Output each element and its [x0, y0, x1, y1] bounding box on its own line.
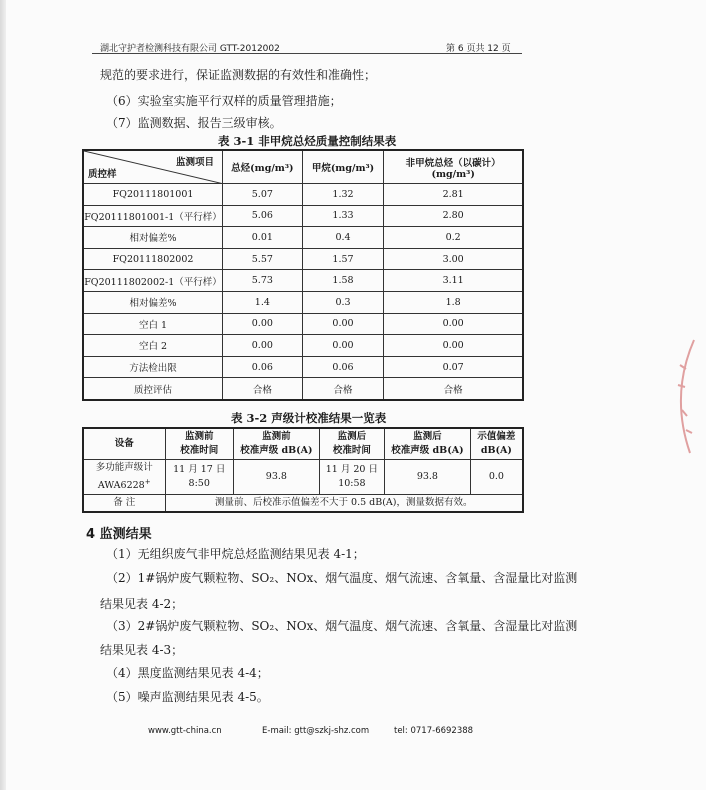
- table1-corner-cell: [83, 150, 223, 184]
- row-label: 方法检出限: [83, 356, 223, 378]
- table-row: [83, 184, 523, 206]
- intro-line-2: （6）实验室实施平行双样的质量管理措施；: [106, 94, 342, 108]
- section-4-title: 4 监测结果: [86, 527, 152, 542]
- table-cell: 合格: [384, 378, 523, 400]
- header-line: 校准时间: [332, 445, 371, 456]
- row-label: 质控评估: [83, 378, 223, 400]
- result-item-3: （3）2#锅炉废气颗粒物、SO₂、NOx、烟气温度、烟气流速、含氧量、含湿量比对监测: [106, 619, 578, 633]
- table-row: [83, 205, 523, 227]
- result-item-3-cont: 结果见表 4-3；: [100, 643, 184, 657]
- column-header-deviation: [470, 428, 523, 460]
- table-row: [83, 335, 523, 357]
- table-cell: 1.8: [384, 291, 523, 313]
- header-company: 湖北守护者检测科技有限公司 GTT-2012002: [100, 44, 280, 54]
- table-row: [83, 313, 523, 335]
- row-label: 相对偏差%: [83, 227, 223, 249]
- post-clock: 10:58: [338, 478, 366, 490]
- table-cell: 0.06: [223, 356, 303, 378]
- device-name: 多功能声级计: [95, 462, 153, 473]
- sound-calibration-table: [82, 427, 524, 513]
- table-cell: 0.00: [223, 313, 303, 335]
- table-cell: 5.06: [223, 205, 303, 227]
- header-line: 校准声级 dB(A): [240, 445, 313, 456]
- corner-label-item: 监测项目: [175, 157, 214, 168]
- table-cell: 1.58: [302, 270, 384, 292]
- column-header: 总烃(mg/m³): [223, 150, 303, 184]
- qc-results-table: [82, 149, 524, 401]
- device-model: AWA6228: [97, 480, 145, 492]
- column-header-device: 设备: [83, 428, 165, 460]
- table-cell: 3.11: [384, 270, 523, 292]
- result-item-2-cont: 结果见表 4-2；: [100, 597, 184, 611]
- header-line: 校准声级 dB(A): [391, 445, 464, 456]
- pre-clock: 8:50: [188, 478, 210, 490]
- table-cell: 合格: [223, 378, 303, 400]
- header-line: 监测前: [184, 431, 214, 442]
- table-row: [83, 291, 523, 313]
- table-row: [83, 460, 523, 495]
- post-time-cell: [319, 460, 384, 495]
- table-cell: 1.4: [223, 291, 303, 313]
- pre-date: 11 月 17 日: [173, 464, 226, 476]
- table-cell: 5.07: [223, 184, 303, 206]
- row-label: 空白 2: [83, 335, 223, 357]
- device-model-sup: +: [144, 478, 151, 486]
- table-cell: 1.57: [302, 248, 384, 270]
- table-row: [83, 227, 523, 249]
- row-label: FQ20111802002-1（平行样）: [83, 270, 223, 292]
- column-header-post-level: [385, 428, 471, 460]
- pre-level-cell: 93.8: [233, 460, 319, 495]
- table-cell: 0.2: [384, 227, 523, 249]
- header-line: 监测后: [413, 431, 442, 442]
- footer-tel: tel: 0717-6692388: [394, 726, 474, 736]
- footer-website: www.gtt-china.cn: [148, 726, 222, 736]
- post-level-cell: 93.8: [385, 460, 471, 495]
- table-cell: 0.3: [302, 291, 384, 313]
- table-header-row: [83, 150, 523, 184]
- intro-line-3: （7）监测数据、报告三级审核。: [106, 116, 282, 130]
- column-header-pre-level: [233, 428, 319, 460]
- header-page-info: 第 6 页共 12 页: [446, 44, 511, 54]
- table-cell: 1.32: [302, 184, 384, 206]
- table-row: [83, 270, 523, 292]
- table-cell: 2.80: [384, 205, 523, 227]
- table-cell: 5.73: [223, 270, 303, 292]
- table-cell: 2.81: [384, 184, 523, 206]
- table-cell: 5.57: [223, 248, 303, 270]
- row-label: 相对偏差%: [83, 291, 223, 313]
- table-header-row: [83, 428, 523, 460]
- table-cell: 0.01: [223, 227, 303, 249]
- row-label: FQ20111801001-1（平行样）: [83, 205, 223, 227]
- result-item-1: （1）无组织废气非甲烷总烃监测结果见表 4-1；: [106, 547, 365, 561]
- pre-time-cell: [165, 460, 233, 495]
- header-line: 示值偏差: [477, 431, 516, 442]
- table-cell: 合格: [302, 378, 384, 400]
- header-line: 监测前: [262, 431, 291, 442]
- corner-label-sample: 质控样: [88, 169, 117, 180]
- table2-caption: 表 3-2 声级计校准结果一览表: [231, 411, 387, 425]
- table-cell: 0.00: [302, 313, 384, 335]
- column-header-post-time: [319, 428, 384, 460]
- table-cell: 1.33: [302, 205, 384, 227]
- red-seal-stamp-fragment: [660, 335, 700, 455]
- table-row: [83, 356, 523, 378]
- row-label: 空白 1: [83, 313, 223, 335]
- table-row: [83, 248, 523, 270]
- device-cell: [83, 460, 165, 495]
- table-cell: 0.00: [384, 335, 523, 357]
- table-cell: 0.00: [302, 335, 384, 357]
- column-header: 非甲烷总烃（以碳计）(mg/m³): [384, 150, 523, 184]
- table-cell: 0.06: [302, 356, 384, 378]
- table1-caption: 表 3-1 非甲烷总烃质量控制结果表: [218, 134, 397, 148]
- header-rule: [92, 53, 522, 54]
- result-item-4: （4）黑度监测结果见表 4-4；: [106, 666, 269, 680]
- table-cell: 0.07: [384, 356, 523, 378]
- table-cell: 3.00: [384, 248, 523, 270]
- note-label: 备 注: [83, 495, 165, 513]
- table-cell: 0.00: [223, 335, 303, 357]
- header-line: 监测后: [337, 431, 367, 442]
- row-label: FQ20111802002: [83, 248, 223, 270]
- post-date: 11 月 20 日: [325, 464, 378, 476]
- footer-email: E-mail: gtt@szkj-shz.com: [262, 726, 370, 736]
- table-cell: 0.4: [302, 227, 384, 249]
- table-cell: 0.00: [384, 313, 523, 335]
- header-line: 校准时间: [180, 445, 219, 456]
- result-item-5: （5）噪声监测结果见表 4-5。: [106, 690, 269, 704]
- column-header-pre-time: [165, 428, 233, 460]
- table-row: [83, 378, 523, 400]
- row-label: FQ20111801001: [83, 184, 223, 206]
- column-header: 甲烷(mg/m³): [302, 150, 384, 184]
- note-text: 测量前、后校准示值偏差不大于 0.5 dB(A)，测量数据有效。: [165, 495, 523, 513]
- deviation-cell: 0.0: [470, 460, 523, 495]
- result-item-2: （2）1#锅炉废气颗粒物、SO₂、NOx、烟气温度、烟气流速、含氧量、含湿量比对监测: [106, 571, 578, 585]
- intro-line-1: 规范的要求进行，保证监测数据的有效性和准确性；: [100, 68, 377, 82]
- table-note-row: [83, 495, 523, 513]
- header-line: dB(A): [480, 445, 512, 456]
